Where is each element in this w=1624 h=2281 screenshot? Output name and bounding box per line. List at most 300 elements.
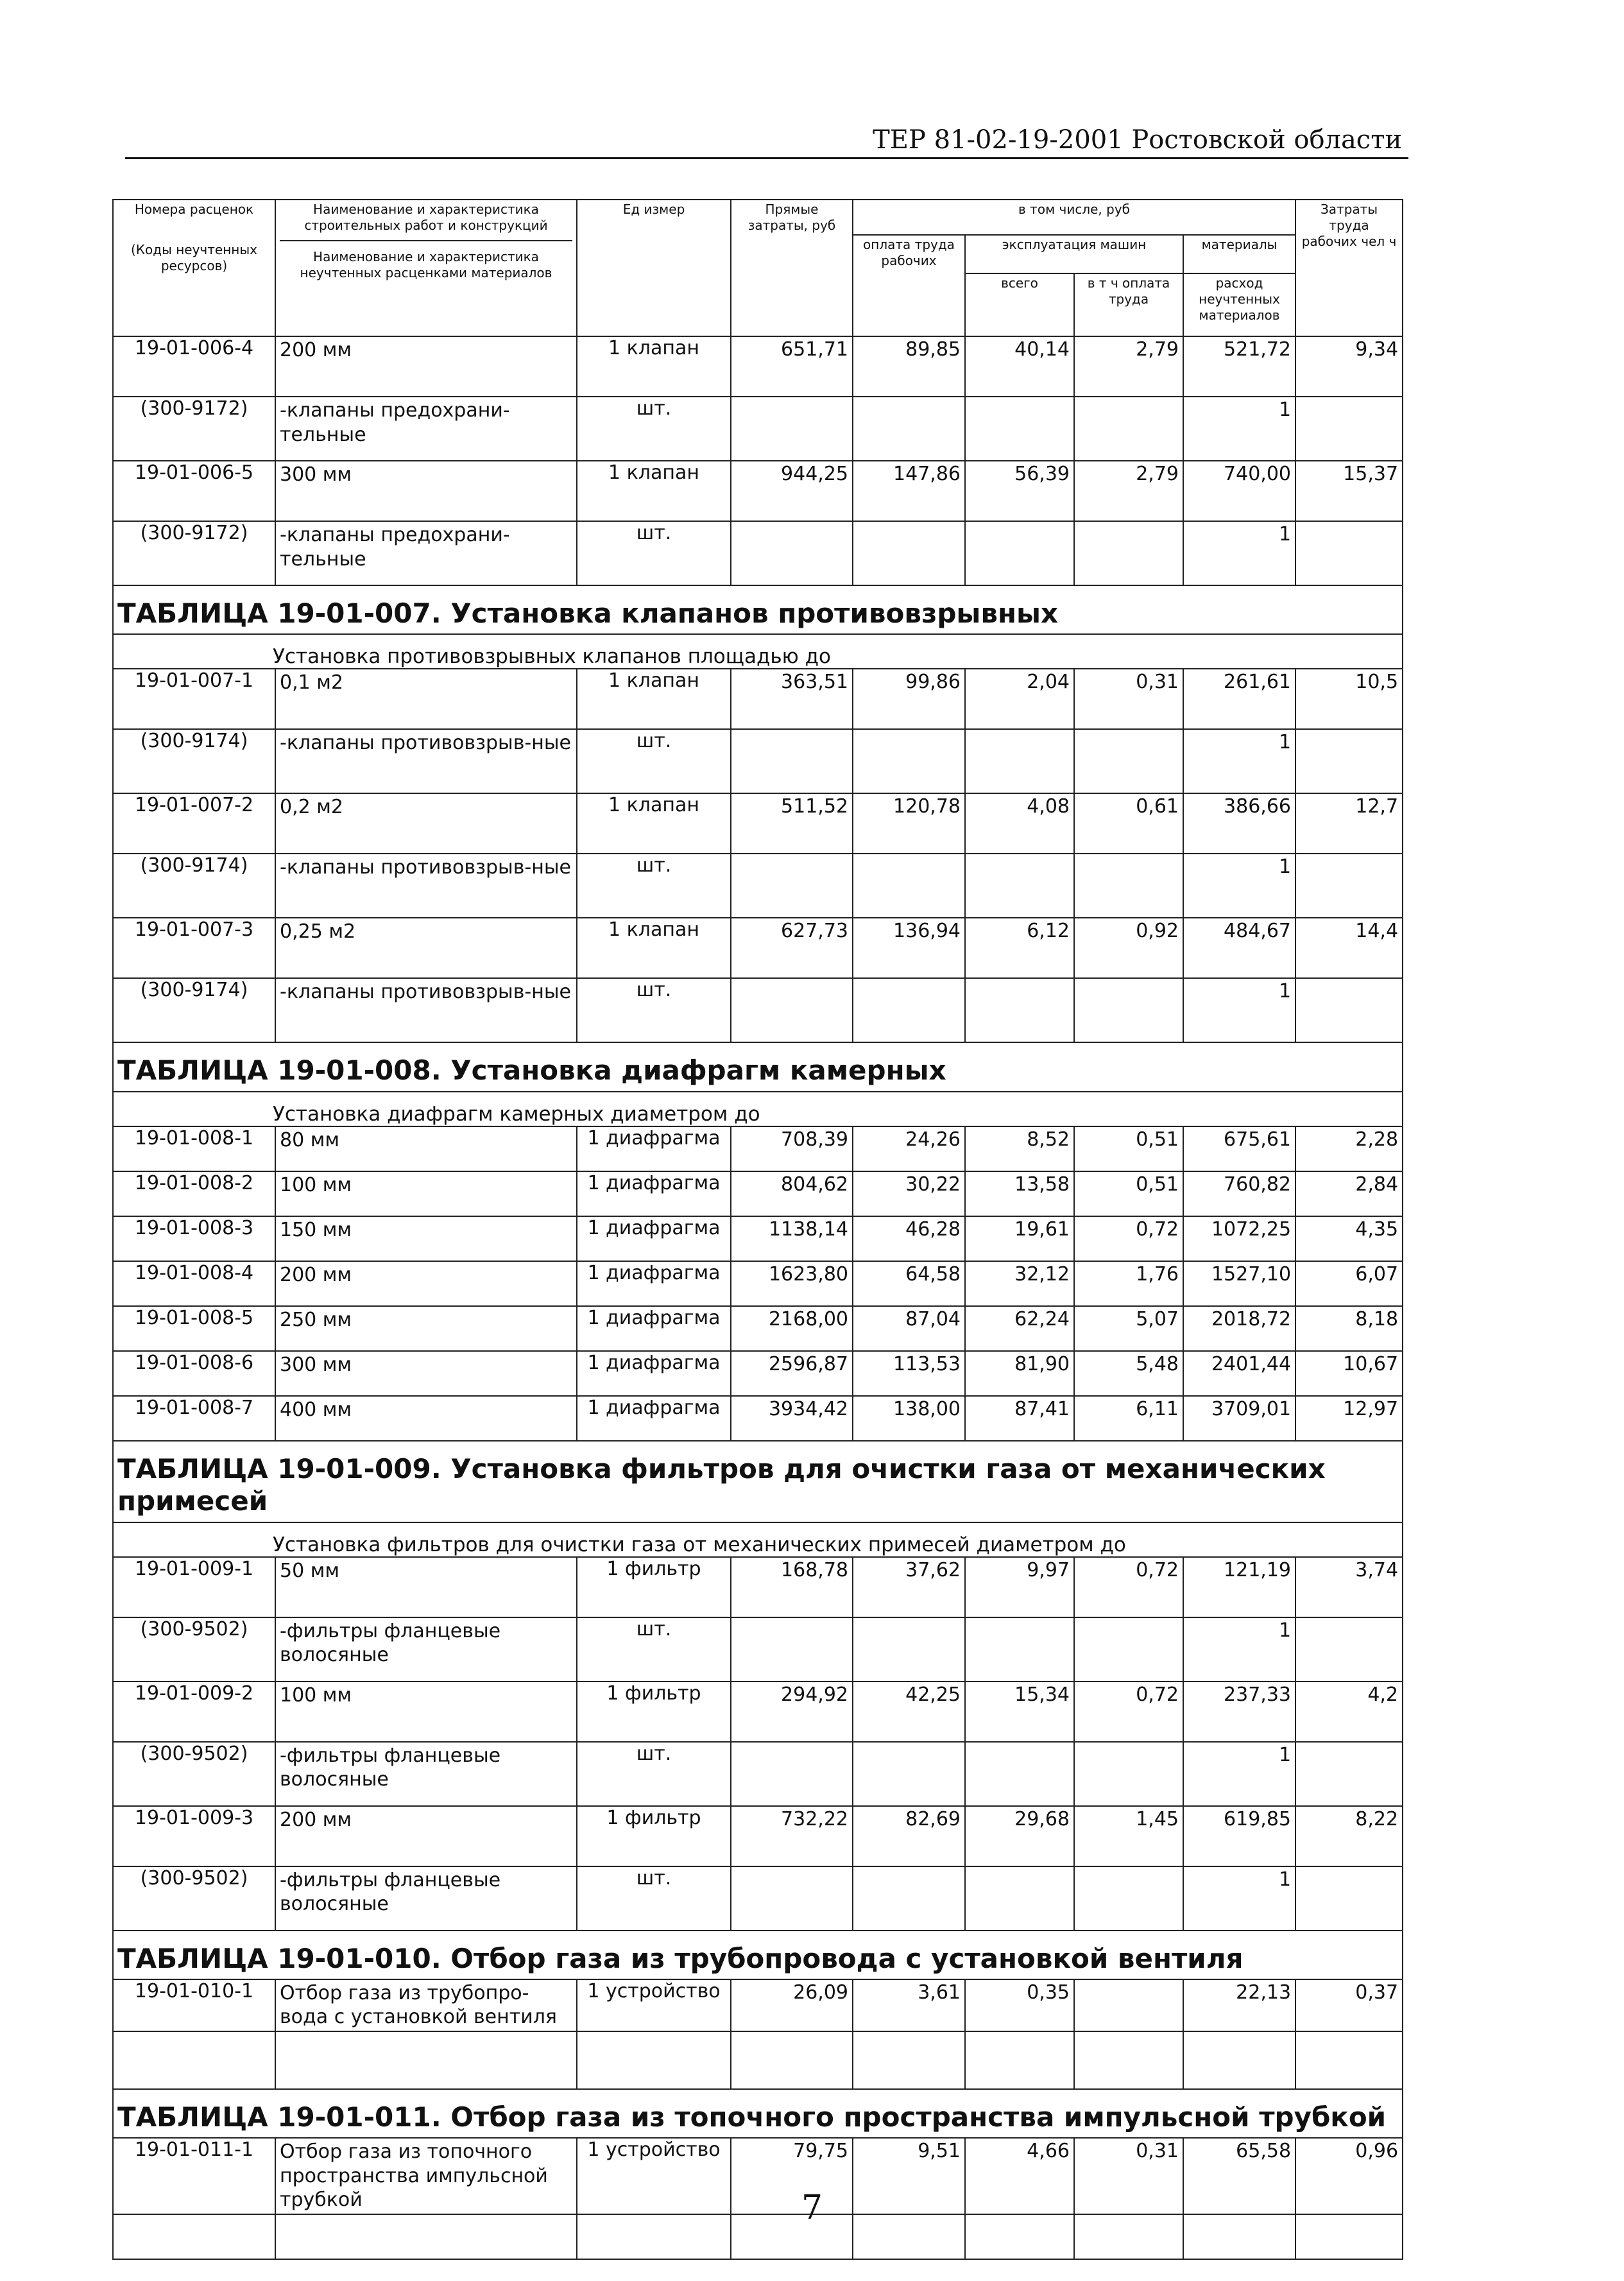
cell-code: 19-01-007-1 bbox=[113, 669, 275, 729]
resource-row bbox=[113, 397, 1403, 461]
rate-row bbox=[113, 461, 1403, 521]
section-subtitle: Установка фильтров для очистки газа от механических примесей диаметром до bbox=[273, 1533, 1126, 1556]
cell-mach-wage: 0,72 bbox=[1074, 1682, 1183, 1742]
resource-empty-cell bbox=[1074, 1742, 1183, 1806]
cell-labor: 14,4 bbox=[1295, 918, 1403, 978]
cell-unit: 1 диафрагма bbox=[577, 1351, 731, 1396]
cell-mat: 619,85 bbox=[1183, 1806, 1295, 1866]
resource-empty-cell bbox=[853, 1866, 965, 1931]
cell-mach-wage: 0,31 bbox=[1074, 2138, 1183, 2214]
cell-wages: 113,53 bbox=[853, 1351, 965, 1396]
cell-direct: 26,09 bbox=[731, 1979, 853, 2031]
cell-direct: 1138,14 bbox=[731, 1216, 853, 1261]
cell-unit: 1 диафрагма bbox=[577, 1126, 731, 1171]
resource-empty-cell bbox=[1295, 1742, 1403, 1806]
cell-labor: 10,67 bbox=[1295, 1351, 1403, 1396]
cell-direct: 627,73 bbox=[731, 918, 853, 978]
cell-name: 50 мм bbox=[275, 1557, 577, 1617]
cell-mach-wage: 0,72 bbox=[1074, 1216, 1183, 1261]
cell-mach-wage: 0,51 bbox=[1074, 1126, 1183, 1171]
resource-row bbox=[113, 978, 1403, 1042]
cell-unit: 1 фильтр bbox=[577, 1682, 731, 1742]
empty-cell bbox=[731, 2031, 853, 2089]
cell-unit: 1 диафрагма bbox=[577, 1396, 731, 1441]
rate-row bbox=[113, 1351, 1403, 1396]
rate-row bbox=[113, 336, 1403, 397]
cell-name: 100 мм bbox=[275, 1171, 577, 1216]
resource-empty-cell bbox=[965, 1742, 1074, 1806]
cell-code: 19-01-008-7 bbox=[113, 1396, 275, 1441]
resource-empty-cell bbox=[1074, 521, 1183, 585]
cell-mat: 2401,44 bbox=[1183, 1351, 1295, 1396]
cell-unit: 1 клапан bbox=[577, 918, 731, 978]
cell-mach-wage: 0,51 bbox=[1074, 1171, 1183, 1216]
cell-name: 300 мм bbox=[275, 1351, 577, 1396]
cell-name: 150 мм bbox=[275, 1216, 577, 1261]
cell-mach: 87,41 bbox=[965, 1396, 1074, 1441]
resource-qty: 1 bbox=[1183, 521, 1295, 585]
cell-mach: 15,34 bbox=[965, 1682, 1074, 1742]
cell-unit: 1 клапан bbox=[577, 461, 731, 521]
cell-name: 0,2 м2 bbox=[275, 793, 577, 854]
section-title: ТАБЛИЦА 19-01-007. Установка клапанов противовзрывных bbox=[113, 585, 1403, 634]
cell-name: 300 мм bbox=[275, 461, 577, 521]
cell-code: 19-01-008-6 bbox=[113, 1351, 275, 1396]
cell-mach-wage: 0,31 bbox=[1074, 669, 1183, 729]
resource-code: (300-9172) bbox=[113, 397, 275, 461]
cell-mach: 40,14 bbox=[965, 336, 1074, 397]
cell-unit: 1 клапан bbox=[577, 669, 731, 729]
cell-mach-wage: 5,48 bbox=[1074, 1351, 1183, 1396]
cell-direct: 511,52 bbox=[731, 793, 853, 854]
resource-empty-cell bbox=[853, 521, 965, 585]
cell-code: 19-01-008-2 bbox=[113, 1171, 275, 1216]
cell-wages: 30,22 bbox=[853, 1171, 965, 1216]
cell-mat: 65,58 bbox=[1183, 2138, 1295, 2214]
section-title-row bbox=[113, 585, 1403, 634]
resource-code: (300-9174) bbox=[113, 729, 275, 793]
rates-table bbox=[112, 199, 1403, 2260]
cell-mach: 0,35 bbox=[965, 1979, 1074, 2031]
resource-empty-cell bbox=[965, 854, 1074, 918]
section-subtitle: Установка противовзрывных клапанов площадью до bbox=[273, 645, 831, 669]
cell-code: 19-01-009-3 bbox=[113, 1806, 275, 1866]
resource-empty-cell bbox=[731, 521, 853, 585]
rate-row bbox=[113, 1682, 1403, 1742]
section-subtitle-row bbox=[113, 1522, 1403, 1557]
resource-unit: шт. bbox=[577, 729, 731, 793]
cell-labor: 2,28 bbox=[1295, 1126, 1403, 1171]
cell-labor: 8,18 bbox=[1295, 1306, 1403, 1351]
cell-mach: 6,12 bbox=[965, 918, 1074, 978]
cell-mat: 675,61 bbox=[1183, 1126, 1295, 1171]
resource-empty-cell bbox=[1295, 978, 1403, 1042]
resource-empty-cell bbox=[1074, 978, 1183, 1042]
section-subtitle: Установка диафрагм камерных диаметром до bbox=[273, 1102, 760, 1126]
cell-mat: 740,00 bbox=[1183, 461, 1295, 521]
cell-direct: 363,51 bbox=[731, 669, 853, 729]
cell-labor: 3,74 bbox=[1295, 1557, 1403, 1617]
cell-code: 19-01-009-2 bbox=[113, 1682, 275, 1742]
resource-empty-cell bbox=[853, 1742, 965, 1806]
resource-qty: 1 bbox=[1183, 729, 1295, 793]
cell-mach-wage: 6,11 bbox=[1074, 1396, 1183, 1441]
resource-name: -фильтры фланцевые волосяные bbox=[275, 1742, 577, 1806]
resource-name: -клапаны противовзрыв-ные bbox=[275, 978, 577, 1042]
cell-unit: 1 диафрагма bbox=[577, 1306, 731, 1351]
document-header bbox=[125, 112, 1408, 159]
cell-name: 80 мм bbox=[275, 1126, 577, 1171]
cell-direct: 168,78 bbox=[731, 1557, 853, 1617]
resource-empty-cell bbox=[965, 1866, 1074, 1931]
cell-name: 200 мм bbox=[275, 336, 577, 397]
resource-qty: 1 bbox=[1183, 1866, 1295, 1931]
header-unit: Ед измер bbox=[577, 200, 731, 336]
cell-mat: 3709,01 bbox=[1183, 1396, 1295, 1441]
empty-cell bbox=[1295, 2031, 1403, 2089]
cell-direct: 1623,80 bbox=[731, 1261, 853, 1306]
cell-unit: 1 клапан bbox=[577, 336, 731, 397]
cell-code: 19-01-009-1 bbox=[113, 1557, 275, 1617]
cell-mat: 760,82 bbox=[1183, 1171, 1295, 1216]
cell-direct: 708,39 bbox=[731, 1126, 853, 1171]
cell-direct: 651,71 bbox=[731, 336, 853, 397]
cell-code: 19-01-008-4 bbox=[113, 1261, 275, 1306]
cell-wages: 24,26 bbox=[853, 1126, 965, 1171]
cell-wages: 64,58 bbox=[853, 1261, 965, 1306]
spacer-row bbox=[113, 2031, 1403, 2089]
resource-unit: шт. bbox=[577, 1617, 731, 1682]
resource-code: (300-9502) bbox=[113, 1742, 275, 1806]
cell-labor: 8,22 bbox=[1295, 1806, 1403, 1866]
cell-mach: 29,68 bbox=[965, 1806, 1074, 1866]
cell-wages: 89,85 bbox=[853, 336, 965, 397]
section-title-row bbox=[113, 1441, 1403, 1522]
cell-mach: 62,24 bbox=[965, 1306, 1074, 1351]
cell-direct: 2168,00 bbox=[731, 1306, 853, 1351]
resource-empty-cell bbox=[1074, 1617, 1183, 1682]
cell-labor: 12,97 bbox=[1295, 1396, 1403, 1441]
resource-empty-cell bbox=[1074, 854, 1183, 918]
cell-code: 19-01-008-3 bbox=[113, 1216, 275, 1261]
cell-mach: 32,12 bbox=[965, 1261, 1074, 1306]
cell-labor: 6,07 bbox=[1295, 1261, 1403, 1306]
cell-name: Отбор газа из трубопро-вода с установкой вентиля bbox=[275, 1979, 577, 2031]
resource-empty-cell bbox=[1074, 397, 1183, 461]
rate-row bbox=[113, 669, 1403, 729]
cell-unit: 1 фильтр bbox=[577, 1557, 731, 1617]
cell-code: 19-01-007-2 bbox=[113, 793, 275, 854]
header-materials: материалы bbox=[1183, 235, 1295, 273]
resource-row bbox=[113, 1742, 1403, 1806]
cell-unit: 1 диафрагма bbox=[577, 1171, 731, 1216]
cell-wages: 147,86 bbox=[853, 461, 965, 521]
resource-code: (300-9174) bbox=[113, 978, 275, 1042]
cell-unit: 1 клапан bbox=[577, 793, 731, 854]
empty-cell bbox=[113, 2031, 275, 2089]
resource-empty-cell bbox=[1295, 1866, 1403, 1931]
cell-mat: 1527,10 bbox=[1183, 1261, 1295, 1306]
cell-direct: 2596,87 bbox=[731, 1351, 853, 1396]
cell-labor: 0,37 bbox=[1295, 1979, 1403, 2031]
section-subtitle-cell bbox=[113, 634, 1403, 669]
cell-mat: 261,61 bbox=[1183, 669, 1295, 729]
resource-row bbox=[113, 729, 1403, 793]
resource-empty-cell bbox=[731, 1866, 853, 1931]
rate-row bbox=[113, 1979, 1403, 2031]
cell-unit: 1 устройство bbox=[577, 1979, 731, 2031]
cell-wages: 120,78 bbox=[853, 793, 965, 854]
section-subtitle-cell bbox=[113, 1522, 1403, 1557]
resource-unit: шт. bbox=[577, 1742, 731, 1806]
header-codes-bottom: (Коды неучтенных ресурсов) bbox=[131, 242, 257, 273]
resource-row bbox=[113, 521, 1403, 585]
resource-empty-cell bbox=[965, 397, 1074, 461]
resource-empty-cell bbox=[853, 1617, 965, 1682]
resource-code: (300-9174) bbox=[113, 854, 275, 918]
cell-mach-wage: 1,45 bbox=[1074, 1806, 1183, 1866]
rate-row bbox=[113, 793, 1403, 854]
cell-wages: 3,61 bbox=[853, 1979, 965, 2031]
header-codes bbox=[113, 200, 275, 336]
resource-name: -клапаны противовзрыв-ные bbox=[275, 729, 577, 793]
cell-mach-wage: 2,79 bbox=[1074, 336, 1183, 397]
cell-mach: 4,08 bbox=[965, 793, 1074, 854]
resource-empty-cell bbox=[731, 854, 853, 918]
cell-wages: 136,94 bbox=[853, 918, 965, 978]
cell-code: 19-01-007-3 bbox=[113, 918, 275, 978]
rate-row bbox=[113, 1261, 1403, 1306]
header-name-top: Наименование и характеристика строительных работ и конструкций bbox=[280, 202, 572, 241]
resource-empty-cell bbox=[731, 1742, 853, 1806]
resource-row bbox=[113, 1617, 1403, 1682]
header-name-bottom: Наименование и характеристика неучтенных расценками материалов bbox=[300, 249, 552, 280]
empty-cell bbox=[853, 2031, 965, 2089]
resource-unit: шт. bbox=[577, 978, 731, 1042]
resource-name: -клапаны предохрани-тельные bbox=[275, 521, 577, 585]
rate-row bbox=[113, 1126, 1403, 1171]
cell-mach: 9,97 bbox=[965, 1557, 1074, 1617]
cell-mat: 1072,25 bbox=[1183, 1216, 1295, 1261]
cell-mach-wage: 0,61 bbox=[1074, 793, 1183, 854]
cell-labor: 4,2 bbox=[1295, 1682, 1403, 1742]
resource-empty-cell bbox=[1295, 729, 1403, 793]
section-title: ТАБЛИЦА 19-01-009. Установка фильтров для очистки газа от механических примесей bbox=[113, 1441, 1403, 1522]
table-body bbox=[113, 336, 1403, 2259]
cell-mach: 56,39 bbox=[965, 461, 1074, 521]
header-mach-total: всего bbox=[965, 273, 1074, 336]
cell-unit: 1 диафрагма bbox=[577, 1261, 731, 1306]
section-title-row bbox=[113, 1042, 1403, 1091]
resource-empty-cell bbox=[731, 397, 853, 461]
section-title-row bbox=[113, 2089, 1403, 2138]
resource-empty-cell bbox=[853, 729, 965, 793]
empty-cell bbox=[965, 2031, 1074, 2089]
resource-qty: 1 bbox=[1183, 854, 1295, 918]
cell-wages: 138,00 bbox=[853, 1396, 965, 1441]
cell-labor: 12,7 bbox=[1295, 793, 1403, 854]
section-title-row bbox=[113, 1931, 1403, 1979]
resource-empty-cell bbox=[1295, 1617, 1403, 1682]
cell-mach-wage: 1,76 bbox=[1074, 1261, 1183, 1306]
cell-mach-wage: 2,79 bbox=[1074, 461, 1183, 521]
cell-mat: 22,13 bbox=[1183, 1979, 1295, 2031]
resource-empty-cell bbox=[965, 521, 1074, 585]
cell-name: Отбор газа из топочного пространства импульсной трубкой bbox=[275, 2138, 577, 2214]
resource-qty: 1 bbox=[1183, 397, 1295, 461]
resource-qty: 1 bbox=[1183, 978, 1295, 1042]
cell-direct: 294,92 bbox=[731, 1682, 853, 1742]
cell-labor: 15,37 bbox=[1295, 461, 1403, 521]
resource-unit: шт. bbox=[577, 521, 731, 585]
cell-direct: 3934,42 bbox=[731, 1396, 853, 1441]
resource-row bbox=[113, 1866, 1403, 1931]
header-name bbox=[275, 200, 577, 336]
empty-cell bbox=[275, 2031, 577, 2089]
header-labor: Затраты труда рабочих чел ч bbox=[1295, 200, 1403, 336]
cell-mach-wage: 5,07 bbox=[1074, 1306, 1183, 1351]
section-title: ТАБЛИЦА 19-01-010. Отбор газа из трубопровода с установкой вентиля bbox=[113, 1931, 1403, 1979]
table-header bbox=[113, 200, 1403, 336]
section-subtitle-row bbox=[113, 634, 1403, 669]
cell-mach-wage: 0,72 bbox=[1074, 1557, 1183, 1617]
section-title: ТАБЛИЦА 19-01-011. Отбор газа из топочного пространства импульсной трубкой bbox=[113, 2089, 1403, 2138]
section-title: ТАБЛИЦА 19-01-008. Установка диафрагм камерных bbox=[113, 1042, 1403, 1091]
cell-labor: 9,34 bbox=[1295, 336, 1403, 397]
rate-row bbox=[113, 1806, 1403, 1866]
section-subtitle-row bbox=[113, 1092, 1403, 1126]
cell-name: 100 мм bbox=[275, 1682, 577, 1742]
rate-row bbox=[113, 1306, 1403, 1351]
cell-mach: 2,04 bbox=[965, 669, 1074, 729]
rate-row bbox=[113, 1557, 1403, 1617]
cell-mat: 521,72 bbox=[1183, 336, 1295, 397]
cell-direct: 79,75 bbox=[731, 2138, 853, 2214]
cell-labor: 4,35 bbox=[1295, 1216, 1403, 1261]
document-header-text: ТЕР 81-02-19-2001 Ростовской области bbox=[873, 125, 1402, 155]
resource-row bbox=[113, 854, 1403, 918]
header-wages: оплата труда рабочих bbox=[853, 235, 965, 336]
cell-mach: 4,66 bbox=[965, 2138, 1074, 2214]
cell-direct: 804,62 bbox=[731, 1171, 853, 1216]
cell-mat: 237,33 bbox=[1183, 1682, 1295, 1742]
cell-name: 0,1 м2 bbox=[275, 669, 577, 729]
rate-row bbox=[113, 918, 1403, 978]
cell-wages: 9,51 bbox=[853, 2138, 965, 2214]
cell-name: 250 мм bbox=[275, 1306, 577, 1351]
cell-direct: 732,22 bbox=[731, 1806, 853, 1866]
cell-unit: 1 фильтр bbox=[577, 1806, 731, 1866]
cell-mat: 386,66 bbox=[1183, 793, 1295, 854]
rate-row bbox=[113, 1216, 1403, 1261]
resource-code: (300-9502) bbox=[113, 1617, 275, 1682]
resource-empty-cell bbox=[731, 729, 853, 793]
cell-code: 19-01-011-1 bbox=[113, 2138, 275, 2214]
resource-empty-cell bbox=[731, 1617, 853, 1682]
resource-code: (300-9502) bbox=[113, 1866, 275, 1931]
resource-empty-cell bbox=[1295, 397, 1403, 461]
resource-empty-cell bbox=[853, 397, 965, 461]
cell-mach: 8,52 bbox=[965, 1126, 1074, 1171]
header-mach-wage: в т ч оплата труда bbox=[1074, 273, 1183, 336]
resource-name: -клапаны предохрани-тельные bbox=[275, 397, 577, 461]
cell-unit: 1 устройство bbox=[577, 2138, 731, 2214]
resource-empty-cell bbox=[965, 978, 1074, 1042]
cell-name: 200 мм bbox=[275, 1806, 577, 1866]
resource-empty-cell bbox=[1295, 521, 1403, 585]
resource-empty-cell bbox=[1074, 729, 1183, 793]
cell-wages: 82,69 bbox=[853, 1806, 965, 1866]
cell-code: 19-01-010-1 bbox=[113, 1979, 275, 2031]
cell-mach: 19,61 bbox=[965, 1216, 1074, 1261]
resource-empty-cell bbox=[731, 978, 853, 1042]
cell-name: 200 мм bbox=[275, 1261, 577, 1306]
resource-empty-cell bbox=[853, 978, 965, 1042]
section-subtitle-cell bbox=[113, 1092, 1403, 1126]
cell-mat: 484,67 bbox=[1183, 918, 1295, 978]
header-codes-top: Номера расценок bbox=[134, 202, 254, 217]
rate-row bbox=[113, 1171, 1403, 1216]
resource-unit: шт. bbox=[577, 397, 731, 461]
resource-qty: 1 bbox=[1183, 1617, 1295, 1682]
cell-code: 19-01-006-4 bbox=[113, 336, 275, 397]
cell-name: 400 мм bbox=[275, 1396, 577, 1441]
empty-cell bbox=[577, 2031, 731, 2089]
header-mach: эксплуатация машин bbox=[965, 235, 1183, 273]
cell-wages: 87,04 bbox=[853, 1306, 965, 1351]
resource-empty-cell bbox=[965, 729, 1074, 793]
cell-wages: 42,25 bbox=[853, 1682, 965, 1742]
cell-mach-wage: 0,92 bbox=[1074, 918, 1183, 978]
resource-name: -клапаны противовзрыв-ные bbox=[275, 854, 577, 918]
cell-code: 19-01-008-5 bbox=[113, 1306, 275, 1351]
cell-mach-wage bbox=[1074, 1979, 1183, 2031]
cell-direct: 944,25 bbox=[731, 461, 853, 521]
header-incl: в том числе, руб bbox=[853, 200, 1295, 235]
resource-code: (300-9172) bbox=[113, 521, 275, 585]
resource-name: -фильтры фланцевые волосяные bbox=[275, 1866, 577, 1931]
resource-qty: 1 bbox=[1183, 1742, 1295, 1806]
header-mat-sub: расход неучтенных материалов bbox=[1183, 273, 1295, 336]
resource-empty-cell bbox=[965, 1617, 1074, 1682]
cell-labor: 0,96 bbox=[1295, 2138, 1403, 2214]
cell-code: 19-01-006-5 bbox=[113, 461, 275, 521]
cell-mat: 2018,72 bbox=[1183, 1306, 1295, 1351]
cell-unit: 1 диафрагма bbox=[577, 1216, 731, 1261]
cell-wages: 99,86 bbox=[853, 669, 965, 729]
header-direct: Прямые затраты, руб bbox=[731, 200, 853, 336]
rate-row bbox=[113, 1396, 1403, 1441]
resource-empty-cell bbox=[1074, 1866, 1183, 1931]
cell-labor: 2,84 bbox=[1295, 1171, 1403, 1216]
cell-name: 0,25 м2 bbox=[275, 918, 577, 978]
resource-unit: шт. bbox=[577, 854, 731, 918]
cell-labor: 10,5 bbox=[1295, 669, 1403, 729]
resource-empty-cell bbox=[1295, 854, 1403, 918]
empty-cell bbox=[1074, 2031, 1183, 2089]
resource-unit: шт. bbox=[577, 1866, 731, 1931]
cell-mach: 13,58 bbox=[965, 1171, 1074, 1216]
resource-name: -фильтры фланцевые волосяные bbox=[275, 1617, 577, 1682]
cell-wages: 37,62 bbox=[853, 1557, 965, 1617]
cell-mat: 121,19 bbox=[1183, 1557, 1295, 1617]
cell-wages: 46,28 bbox=[853, 1216, 965, 1261]
empty-cell bbox=[1183, 2031, 1295, 2089]
resource-empty-cell bbox=[853, 854, 965, 918]
cell-mach: 81,90 bbox=[965, 1351, 1074, 1396]
page-number: 7 bbox=[801, 2189, 823, 2227]
cell-code: 19-01-008-1 bbox=[113, 1126, 275, 1171]
